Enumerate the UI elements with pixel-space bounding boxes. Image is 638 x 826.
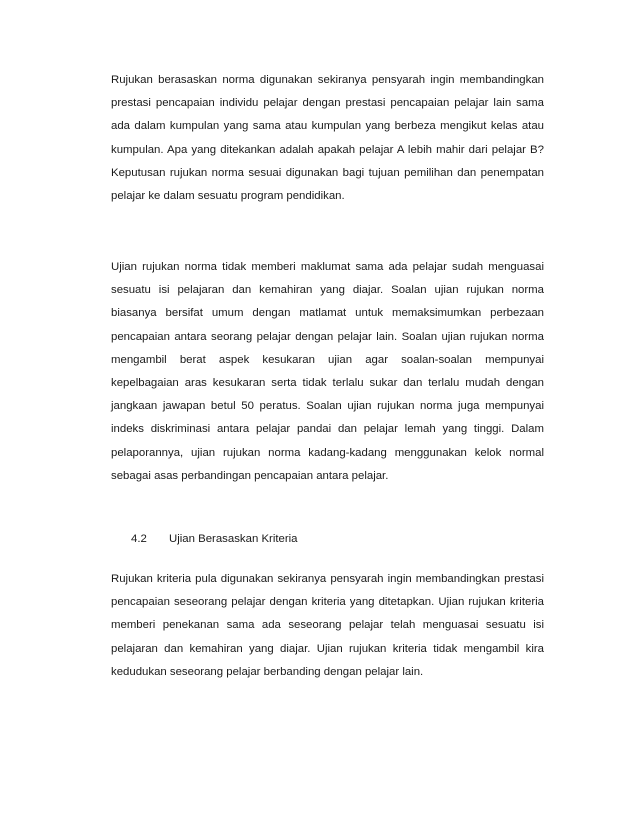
section-number: 4.2 [131,533,147,545]
section-title: Ujian Berasaskan Kriteria [169,533,298,545]
paragraph-norm-referenced-test: Ujian rujukan norma tidak memberi maklumat sama ada pelajar sudah menguasai sesuatu isi pelajaran dan kemahiran yang diajar. Soalan ujian rujukan norma biasanya bersifat umum dengan matlamat untuk memaksimumkan perbezaan pencapaian antara seorang pelajar dengan pelajar lain. Soalan ujian rujukan norma mengambil berat aspek kesukaran ujian agar soalan-soalan mempunyai kepelbagaian aras kesukaran serta tidak terlalu sukar dan terlalu mudah dengan jangkaan jawapan betul 50 peratus. Soalan ujian rujukan norma juga mempunyai indeks diskriminasi antara pelajar pandai dan pelajar lemah yang tinggi. Dalam pelaporannya, ujian rujukan norma kadang-kadang menggunakan kelok normal sebagai asas perbandingan pencapaian antara pelajar. [111,261,544,482]
paragraph-norm-referenced-intro: Rujukan berasaskan norma digunakan sekiranya pensyarah ingin membandingkan prestasi pencapaian individu pelajar dengan prestasi pencapaian pelajar lain sama ada dalam kumpulan yang sama atau kumpulan yang berbeza mengikut kelas atau kumpulan. Apa yang ditekankan adalah apakah pelajar A lebih mahir dari pelajar B? Keputusan rujukan norma sesuai digunakan bagi tujuan pemilihan dan penempatan pelajar ke dalam sesuatu program pendidikan. [111,74,544,203]
section-heading [131,530,298,548]
paragraph-criterion-referenced: Rujukan kriteria pula digunakan sekiranya pensyarah ingin membandingkan prestasi pencapaian seseorang pelajar dengan kriteria yang ditetapkan. Ujian rujukan kriteria memberi penekanan sama ada seseorang pelajar telah menguasai sesuatu isi pelajaran dan kemahiran yang diajar. Ujian rujukan kriteria tidak mengambil kira kedudukan seseorang pelajar berbanding dengan pelajar lain. [111,573,544,678]
